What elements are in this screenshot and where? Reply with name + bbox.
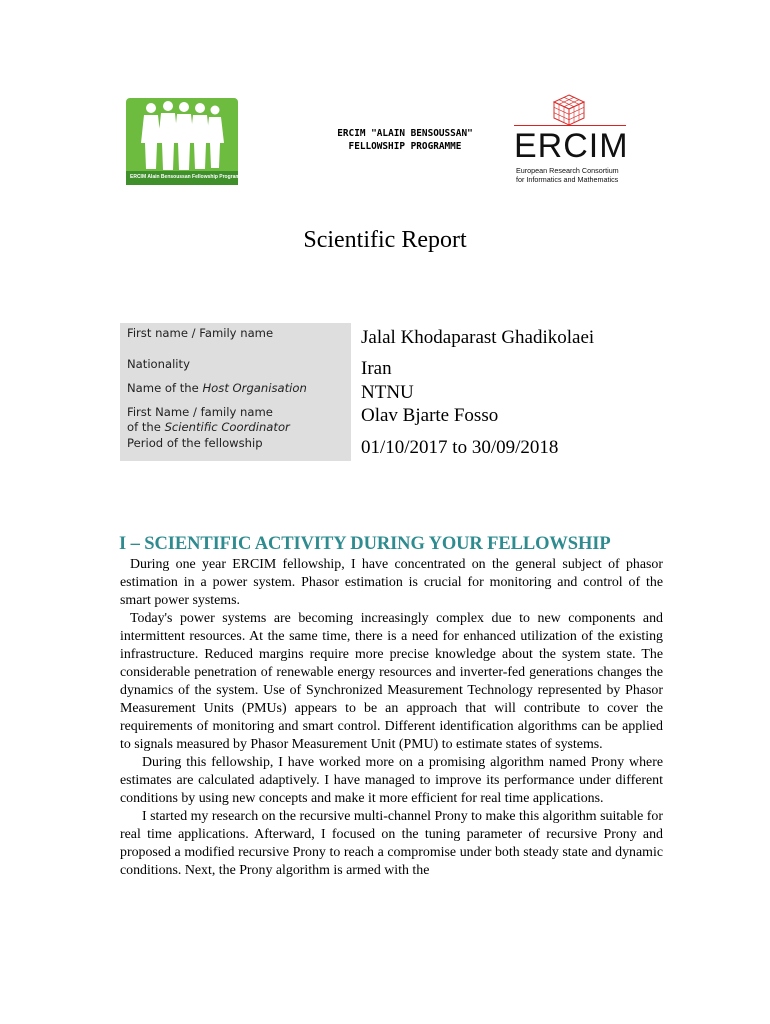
value-period: 01/10/2017 to 30/09/2018 bbox=[361, 437, 559, 458]
value-scientific-coordinator: Olav Bjarte Fosso bbox=[361, 405, 499, 426]
label-host-italic: Host Organisation bbox=[202, 381, 307, 395]
value-host-organisation: NTNU bbox=[361, 382, 414, 403]
value-name: Jalal Khodaparast Ghadikolaei bbox=[361, 327, 595, 348]
value-nationality: Iran bbox=[361, 358, 392, 379]
ercim-cube-icon bbox=[552, 94, 586, 126]
programme-line-2: FELLOWSHIP PROGRAMME bbox=[348, 141, 462, 152]
ercim-subtitle-line-2: for Informatics and Mathematics bbox=[516, 175, 619, 184]
paragraph-4: I started my research on the recursive multi-channel Prony to make this algorithm suitable for real time applications. Afterward, I focused on the tuning parameter of recursive Prony and proposed a modified recursive Prony to reach a compromise under both steady state and dynamic conditions. Next, the Prony algorithm is armed with the bbox=[120, 809, 663, 878]
paragraph-1: During one year ERCIM fellowship, I have concentrated on the general subject of phasor estimation in a power system. Phasor estimation is crucial for monitoring and control of the smart power systems. bbox=[120, 557, 663, 608]
label-nationality: Nationality bbox=[127, 357, 190, 371]
logo-caption: ERCIM Alain Bensoussan Fellowship Programme bbox=[130, 174, 248, 180]
group-figures-icon bbox=[126, 98, 248, 185]
ercim-rule bbox=[514, 125, 626, 126]
paragraph-3: During this fellowship, I have worked more on a promising algorithm named Prony where estimates are calculated adaptively. I have managed to improve its performance under different conditions by using new concepts and make it more efficient for real time applications. bbox=[120, 755, 663, 806]
label-period: Period of the fellowship bbox=[127, 436, 263, 450]
label-host-prefix: Name of the bbox=[127, 381, 203, 395]
ercim-wordmark: ERCIM bbox=[514, 127, 629, 165]
section-heading: I – SCIENTIFIC ACTIVITY DURING YOUR FELLOWSHIP bbox=[119, 534, 611, 554]
ercim-subtitle-line-1: European Research Consortium bbox=[516, 166, 619, 175]
label-host-organisation bbox=[127, 381, 307, 397]
label-name: First name / Family name bbox=[127, 326, 274, 340]
ercim-logo bbox=[514, 94, 634, 186]
label-coordinator-line-1: First Name / family name bbox=[127, 405, 273, 419]
label-coordinator-italic: Scientific Coordinator bbox=[164, 420, 290, 434]
programme-line-1: ERCIM "ALAIN BENSOUSSAN" bbox=[337, 128, 473, 139]
page-title: Scientific Report bbox=[303, 227, 467, 253]
programme-title bbox=[305, 127, 505, 153]
label-coordinator-prefix: of the bbox=[127, 420, 165, 434]
label-coordinator-line-2 bbox=[127, 420, 290, 436]
paragraph-2: Today's power systems are becoming increasingly complex due to new components and intermittent resources. At the same time, there is a need for enhanced utilization of the existing infrastructure. Reduced margins require more precise knowledge about the system state. The considerable penetration of renewable energy resources and inverter-fed generations changes the dynamics of the system. Use of Synchronized Measurement Technology represented by Phasor Measurement Units (PMUs) appears to be an approach that will contribute to cover the requirements of monitoring and smart control. Different identification algorithms can be applied to signals measured by Phasor Measurement Unit (PMU) to estimate states of systems. bbox=[120, 611, 663, 752]
section-body bbox=[120, 556, 663, 880]
ercim-subtitle bbox=[516, 166, 619, 184]
fellowship-group-logo bbox=[126, 98, 248, 185]
